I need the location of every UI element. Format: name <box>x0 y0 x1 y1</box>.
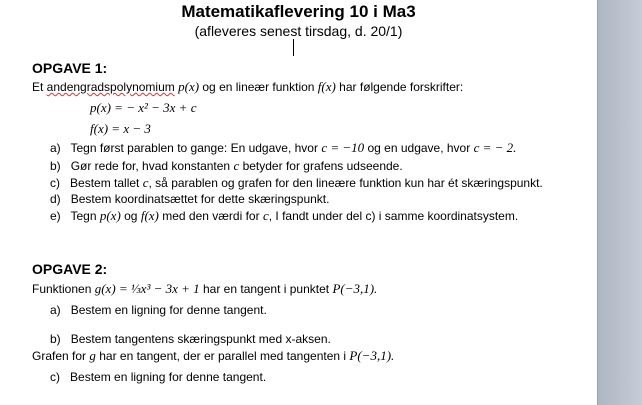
intro-word-misspelled: andengradspolynomium <box>46 80 175 94</box>
item-math: c = − 2. <box>473 140 517 155</box>
intro-math-g: g(x) = ⅓x³ − 3x + 1 <box>94 281 200 296</box>
intro-math-P: P(−3,1). <box>332 281 378 296</box>
intro-text-b: og en lineær funktion <box>199 80 318 94</box>
intro-text-a: Et <box>32 80 47 94</box>
opgave2-line2 <box>32 348 394 364</box>
intro-math-fx: f(x) <box>317 79 336 94</box>
formula-f: f(x) = x − 3 <box>90 121 151 136</box>
formula-p: p(x) = − x² − 3x + c <box>90 100 197 115</box>
opgave1-heading: OPGAVE 1: <box>32 60 108 76</box>
item-prefix: a) <box>50 303 61 317</box>
line-text: har en tangent, der er parallel med tangenten i <box>99 349 347 363</box>
item-text: Tegn <box>70 209 97 223</box>
item-math: c <box>233 158 240 173</box>
opgave1-item-e <box>50 208 518 224</box>
opgave1-item-d <box>50 192 329 206</box>
line-math-g: g <box>89 348 96 363</box>
item-text: Bestem tallet <box>70 176 140 190</box>
item-text: betyder for grafens udseende. <box>242 159 403 173</box>
document-subtitle: (afleveres senest tirsdag, d. 20/1) <box>194 23 403 39</box>
item-text: Tegn først parablen to gange: En udgave, hvor <box>70 141 318 155</box>
item-text: og <box>124 209 138 223</box>
text-cursor <box>293 39 294 56</box>
item-prefix: b) <box>50 332 61 346</box>
intro-text: Funktionen <box>32 282 92 296</box>
item-math: c <box>262 208 269 223</box>
item-prefix: e) <box>50 209 61 223</box>
item-text: Bestem tangentens skæringspunkt med x-aksen. <box>70 332 331 346</box>
opgave2-intro <box>32 281 377 297</box>
opgave2-heading: OPGAVE 2: <box>32 261 108 277</box>
opgave1-intro <box>32 79 463 95</box>
opgave1-item-c <box>50 175 543 191</box>
opgave2-item-a <box>50 303 267 317</box>
item-text: og en udgave, hvor <box>367 141 471 155</box>
line-text: Grafen for <box>32 349 87 363</box>
item-text: Bestem koordinatsættet for dette skæringspunkt. <box>70 192 330 206</box>
opgave1-item-a <box>50 140 516 156</box>
item-text: , I fandt under del c) i samme koordinatsystem. <box>268 209 519 223</box>
item-math: f(x) <box>140 208 159 223</box>
intro-text: har en tangent i punktet <box>203 282 330 296</box>
item-text: Bestem en ligning for denne tangent. <box>70 303 267 317</box>
item-prefix: c) <box>50 370 60 384</box>
item-math: c = −10 <box>321 140 365 155</box>
intro-math-px: p(x) <box>178 79 200 94</box>
item-text: Bestem en ligning for denne tangent. <box>70 370 267 384</box>
document-title: Matematikaflevering 10 i Ma3 <box>181 2 416 21</box>
item-math: p(x) <box>99 208 121 223</box>
item-prefix: d) <box>50 192 61 206</box>
item-text: , så parablen og grafen for den lineære funktion kun har ét skæringspunkt. <box>148 176 543 190</box>
item-prefix: b) <box>50 159 61 173</box>
opgave1-item-b <box>50 158 403 174</box>
item-math: c <box>142 175 149 190</box>
line-math-P: P(−3,1). <box>349 348 395 363</box>
window-side-panel <box>597 0 642 405</box>
item-prefix: c) <box>50 176 60 190</box>
intro-text-c: har følgende forskrifter: <box>335 80 464 94</box>
opgave2-item-b <box>50 332 331 346</box>
item-text: Gør rede for, hvad konstanten <box>70 159 231 173</box>
opgave2-item-c <box>50 370 266 384</box>
item-text: med den værdi for <box>162 209 260 223</box>
item-prefix: a) <box>50 141 61 155</box>
